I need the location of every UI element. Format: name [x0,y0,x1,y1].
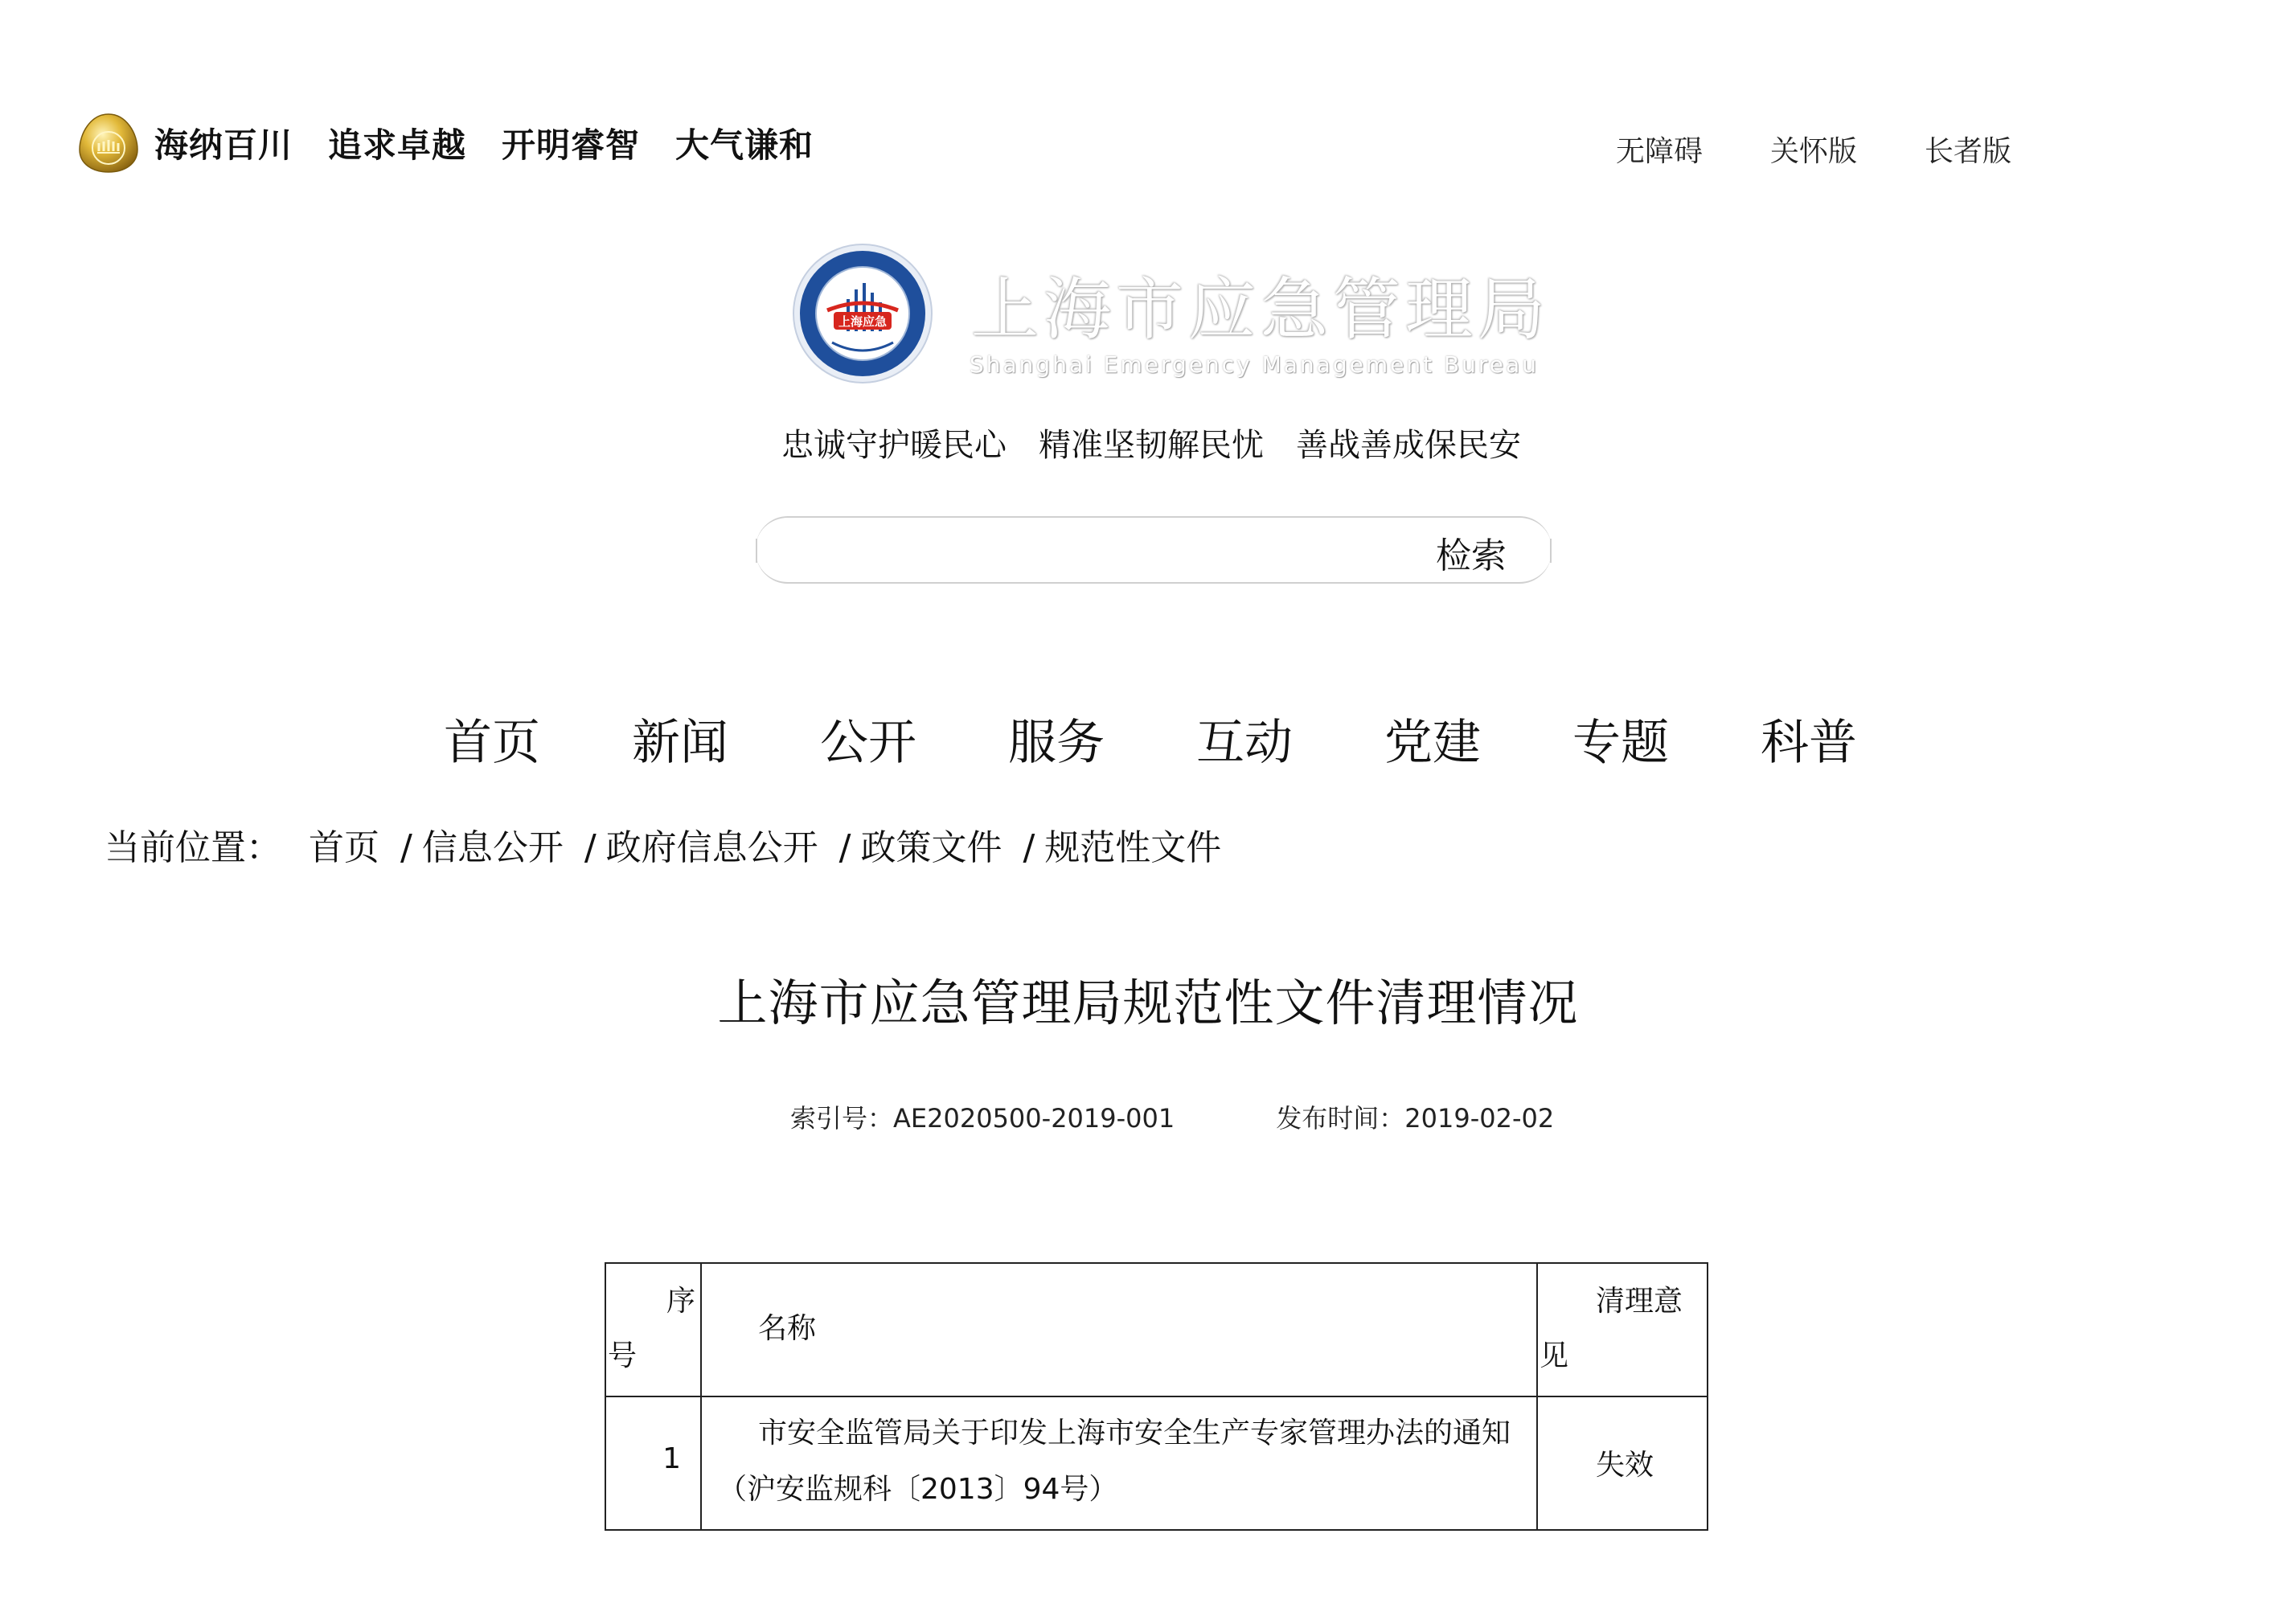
nav-item-science[interactable]: 科普 [1761,715,1857,771]
motto-item: 精准坚韧解民忧 [1039,427,1264,464]
motto-item: 忠诚守护暖民心 [781,427,1007,464]
nav-item-news[interactable]: 新闻 [632,715,728,771]
breadcrumb [105,818,1221,870]
document-name-line2: （沪安监规科〔2013〕94号） [718,1473,1118,1506]
nav-item-home[interactable]: 首页 [444,715,540,771]
nav-item-party[interactable]: 党建 [1384,715,1481,771]
breadcrumb-separator: / [1023,827,1035,868]
date-label: 发布时间： [1276,1103,1405,1134]
table-row [605,1396,1708,1530]
header-name: 名称 [758,1312,817,1345]
nav-item-interaction[interactable]: 互动 [1196,715,1293,771]
header-cell-no [605,1263,701,1396]
breadcrumb-separator: / [584,827,597,868]
bureau-name[interactable]: 上海市应急管理局 [971,270,1551,349]
index-number [790,1098,1175,1135]
bureau-motto [781,420,1521,465]
bureau-emblem-icon[interactable] [792,243,933,384]
document-table [605,1262,1708,1531]
elder-version-link[interactable]: 长者版 [1925,135,2012,168]
publish-date [1276,1098,1554,1135]
campus-slogan [154,119,814,167]
breadcrumb-separator: / [838,827,851,868]
breadcrumb-label: 当前位置： [105,827,281,868]
motto-item: 善战善成保民安 [1296,427,1521,464]
slogan-item: 海纳百川 [154,125,293,165]
search-button[interactable]: 检索 [1436,535,1507,576]
care-version-link[interactable]: 关怀版 [1770,135,1858,168]
row-number: 1 [662,1442,681,1475]
breadcrumb-item[interactable]: 首页 [309,827,379,868]
breadcrumb-separator: / [400,827,412,868]
nav-item-disclosure[interactable]: 公开 [820,715,916,771]
header-cell-name [701,1263,1537,1396]
article-meta [790,1098,1554,1135]
emblem-text: 上海应急 [838,314,888,329]
document-name-line1: 市安全监管局关于印发上海市安全生产专家管理办法的通知 [758,1417,1511,1450]
cell-name [701,1396,1537,1530]
slogan-item: 大气谦和 [675,125,814,165]
slogan-item: 开明睿智 [502,125,641,165]
main-nav [444,704,1857,773]
nav-item-service[interactable]: 服务 [1008,715,1105,771]
page-title: 上海市应急管理局规范性文件清理情况 [717,974,1579,1032]
nav-item-topics[interactable]: 专题 [1572,715,1669,771]
index-value: AE2020500-2019-001 [893,1103,1175,1134]
cleanup-opinion: 失效 [1596,1449,1654,1482]
school-logo-icon [76,111,141,175]
breadcrumb-item[interactable]: 政府信息公开 [605,827,818,868]
header-opinion-line2: 见 [1540,1339,1569,1372]
search-box [756,516,1552,584]
cell-no [605,1396,701,1530]
slogan-item: 追求卓越 [328,125,467,165]
breadcrumb-item[interactable]: 信息公开 [421,827,564,868]
cell-opinion [1537,1396,1708,1530]
header-no-line1: 序 [666,1285,695,1318]
search-input[interactable] [788,526,1370,576]
accessibility-link[interactable]: 无障碍 [1616,135,1704,168]
bureau-name-en: Shanghai Emergency Management Bureau [970,351,1539,378]
date-value: 2019-02-02 [1404,1103,1555,1134]
header-no-line2: 号 [608,1339,638,1372]
accessibility-links [1616,129,2011,170]
table-header-row [605,1263,1708,1396]
index-label: 索引号： [790,1103,894,1134]
breadcrumb-item[interactable]: 规范性文件 [1044,827,1222,868]
header-opinion-line1: 清理意 [1596,1285,1683,1318]
header-cell-opinion [1537,1263,1708,1396]
breadcrumb-item[interactable]: 政策文件 [860,827,1002,868]
